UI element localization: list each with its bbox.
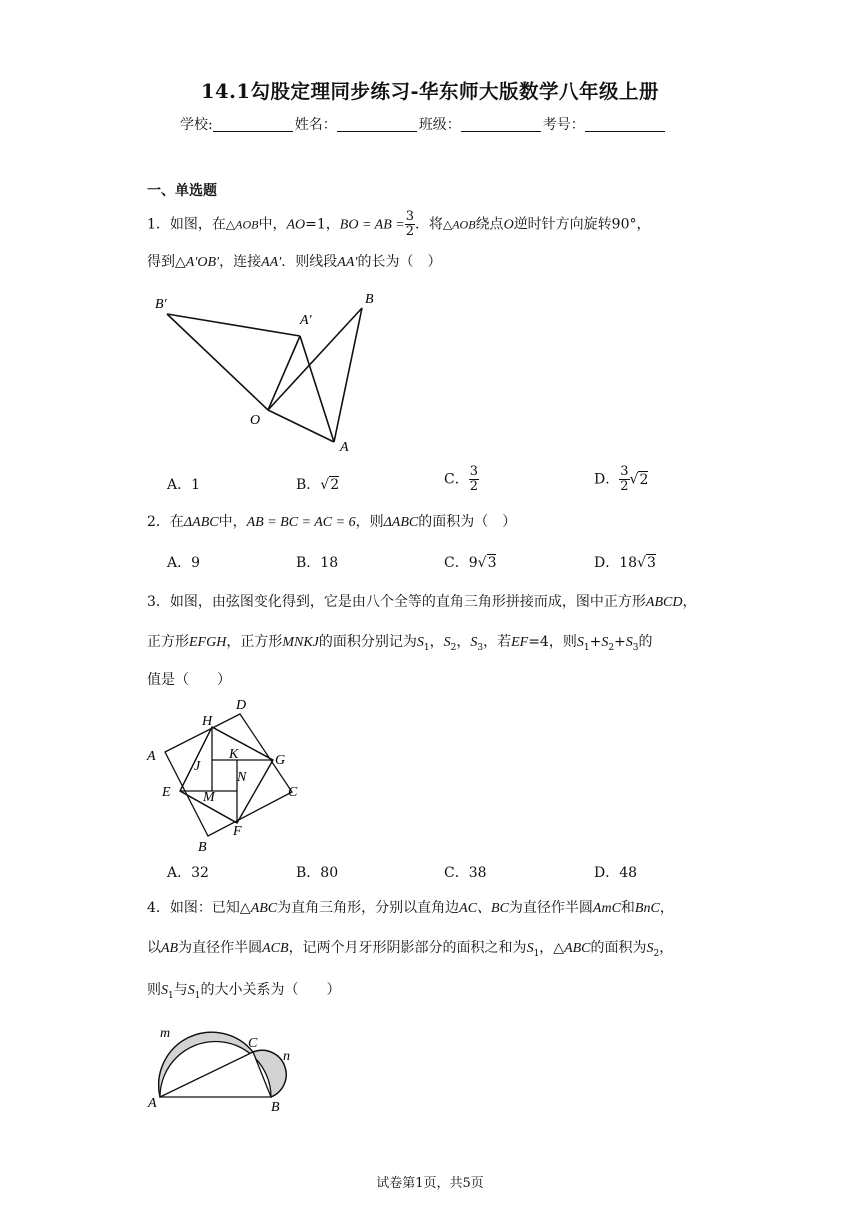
label-a: A [148, 1096, 157, 1111]
q4-line3: 则$S_1$与$S_1$的大小关系为（ ） [147, 982, 341, 1001]
segment-o-b [268, 308, 362, 410]
label-k: K [229, 747, 239, 762]
q2-option-d[interactable]: D．18√3 [594, 555, 656, 571]
label-a: A [340, 440, 349, 455]
label-m: M [203, 790, 215, 805]
q1-option-b[interactable]: B．√2 [296, 477, 340, 493]
class-blank[interactable] [461, 117, 541, 132]
exam-no-blank[interactable] [585, 117, 665, 132]
q1-option-c[interactable]: C． $\frac{3}{2}$ [444, 464, 478, 494]
page-footer: 试卷第1页，共5页 [376, 1176, 484, 1191]
label-b: B [365, 292, 374, 307]
q2-stem: 2．在ΔABC中，AB = BC = AC = 6，则ΔABC的面积为（ ） [147, 514, 517, 530]
label-d: D [236, 698, 247, 713]
q1-line2: 得到△A′OB′，连接AA′．则线段AA′的长为（ ） [147, 254, 442, 270]
q3-option-a[interactable]: A．32 [167, 865, 209, 881]
label-b: B [271, 1100, 280, 1115]
q3-figure [140, 690, 320, 855]
q1-option-a[interactable]: A．1 [167, 477, 201, 493]
q3-option-b[interactable]: B．80 [296, 865, 339, 881]
label-n: N [237, 770, 247, 785]
exam-no-label: 考号： [542, 117, 585, 133]
segment-aprime-a [300, 336, 334, 442]
q3-line1: 3．如图，由弦图变化得到，它是由八个全等的直角三角形拼接而成，图中正方形ABCD， [147, 594, 697, 610]
label-o: O [250, 413, 261, 428]
q2-option-c[interactable]: C．9√3 [444, 555, 497, 571]
school-label: 学校: [180, 117, 213, 133]
q2-option-b[interactable]: B．18 [296, 555, 339, 571]
q3-option-d[interactable]: D．48 [594, 865, 638, 881]
q1-option-d[interactable]: D． $\frac{3}{2}$ √2 [594, 464, 649, 494]
label-n: n [283, 1049, 290, 1064]
name-blank[interactable] [337, 117, 417, 132]
label-c: C [288, 785, 298, 800]
label-h: H [202, 714, 213, 729]
q3-line2: 正方形EFGH，正方形MNKJ的面积分别记为$S_1$，$S_2$，$S_3$，若EF=4，则$S_1+S_2+S_3$的 [147, 634, 653, 653]
q4-line2: 以AB为直径作半圆ACB，记两个月牙形阴影部分的面积之和为$S_1$，△ABC的面积为$S_2$， [147, 940, 674, 959]
q3-option-c[interactable]: C．38 [444, 865, 487, 881]
q4-line1: 4．如图：已知△ABC为直角三角形，分别以直角边AC、BC为直径作半圆AmC和BnC， [147, 900, 674, 916]
label-f: F [233, 824, 242, 839]
q1-figure [150, 288, 390, 458]
q3-line3: 值是（ ） [147, 672, 231, 688]
name-label: 姓名： [294, 117, 337, 133]
class-label: 班级： [418, 117, 461, 133]
label-aprime: A′ [300, 313, 312, 328]
label-bprime: B′ [155, 297, 167, 312]
label-g: G [275, 753, 286, 768]
q4-figure [140, 1015, 320, 1120]
q1-line1: 1．如图，在△AOB中，AO=1，BO = AB = $\frac{3}{2}$ ．将△AOB绕点O逆时针方向旋转90°， [147, 209, 651, 239]
label-c: C [248, 1036, 258, 1051]
label-j: J [194, 759, 201, 774]
label-e: E [162, 785, 171, 800]
label-b: B [198, 840, 207, 855]
segment-b-a [334, 308, 362, 442]
section-heading: 一、单选题 [147, 183, 217, 199]
q2-option-a[interactable]: A．9 [167, 555, 201, 571]
document-title: 14.1勾股定理同步练习-华东师大版数学八年级上册 [200, 80, 660, 103]
label-a: A [147, 749, 156, 764]
label-m: m [160, 1026, 171, 1041]
school-blank[interactable] [213, 117, 293, 132]
segment-aprime-o [268, 336, 300, 410]
student-info-line [180, 114, 667, 134]
segment-o-a [268, 410, 334, 442]
fraction: $\frac{3}{2}$ [405, 209, 414, 239]
